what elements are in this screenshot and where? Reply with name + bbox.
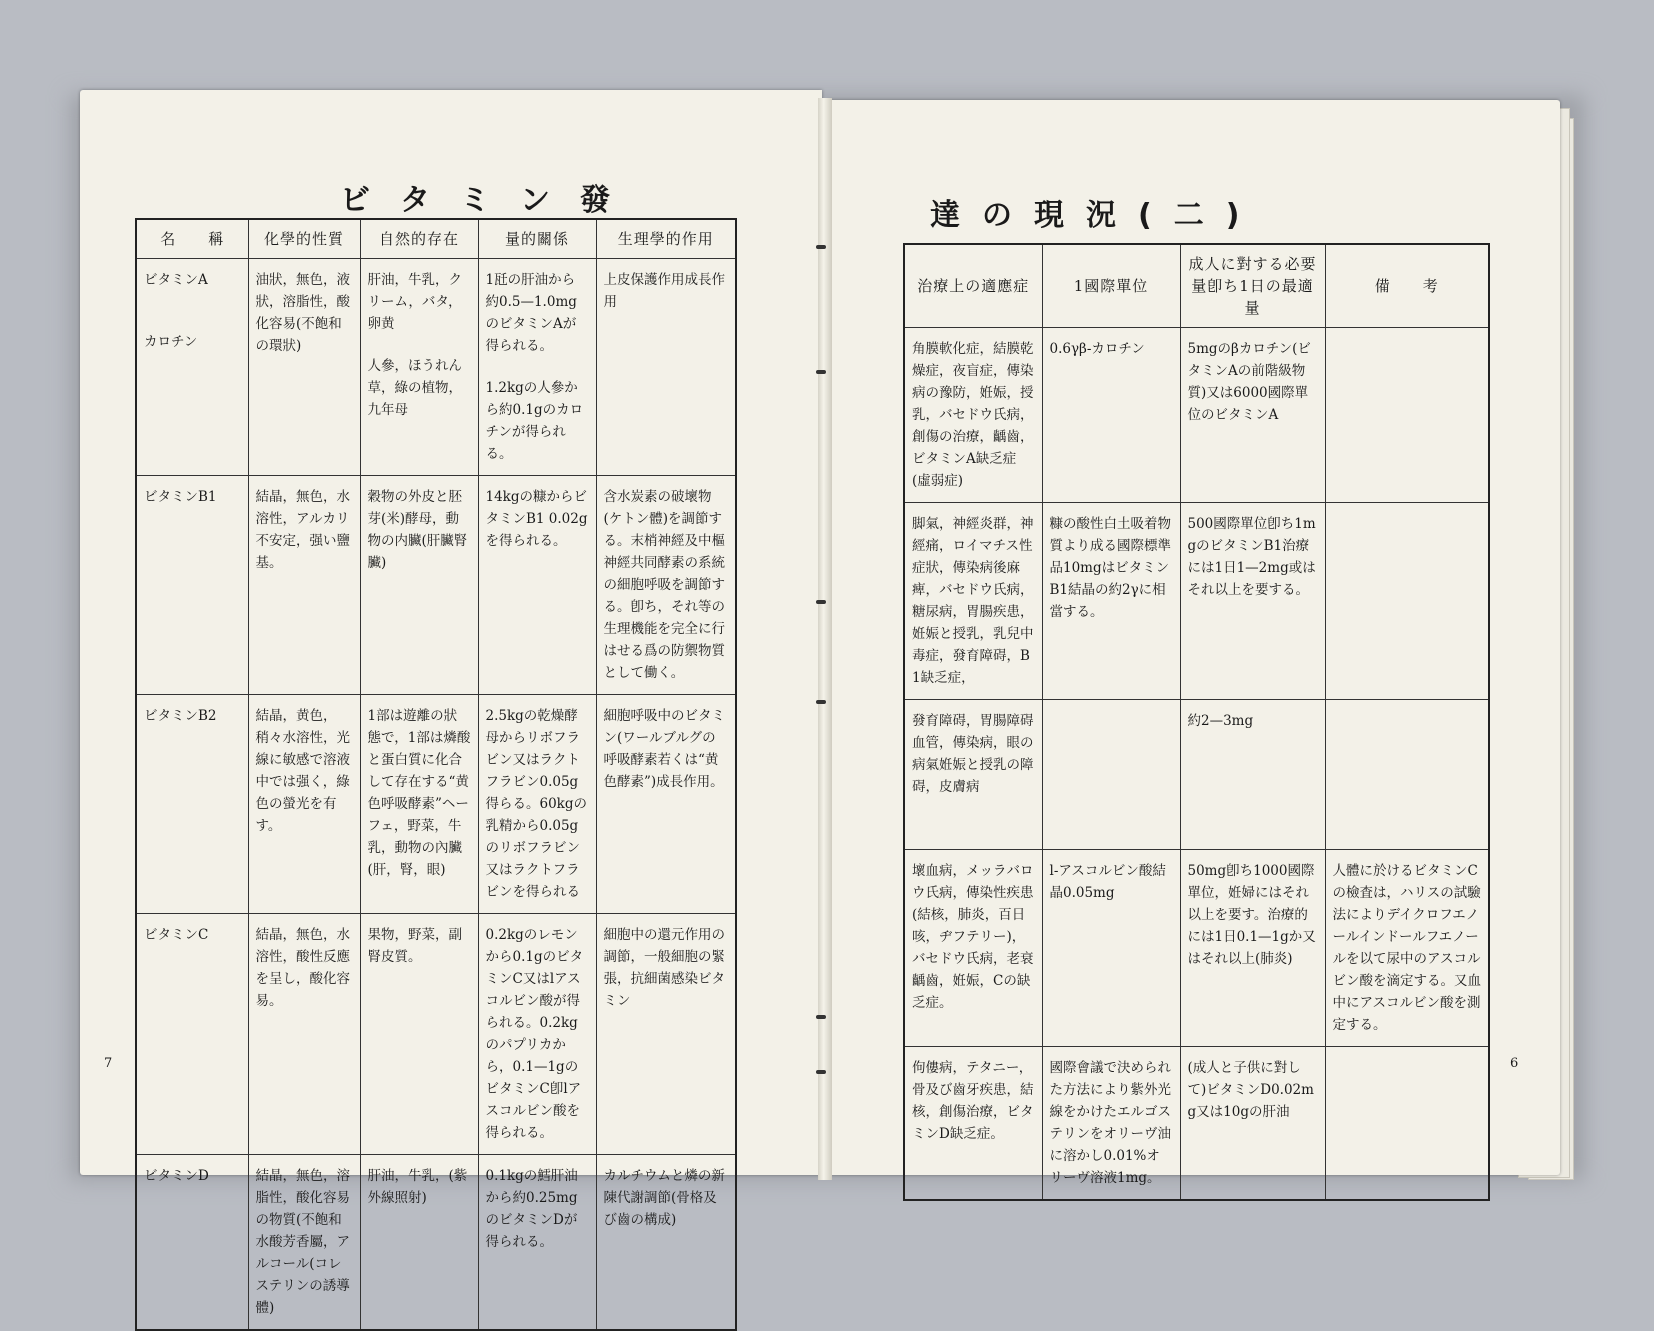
chemical-cell: 油狀，無色，液狀，溶脂性，酸化容易(不飽和の環狀) xyxy=(248,259,360,476)
column-header: 1國際單位 xyxy=(1042,244,1180,328)
page-title-left: ビタミン發 xyxy=(340,183,640,218)
table-row xyxy=(136,1155,736,1331)
physiology-cell: カルチウムと燐の新陳代謝調節(骨格及び齒の構成) xyxy=(596,1155,736,1331)
table-row xyxy=(136,695,736,914)
dose-cell: 500國際單位卽ち1mgのビタミンB1治療には1日1—2mg或はそれ以上を要する。 xyxy=(1180,503,1325,700)
physiology-cell: 細胞中の還元作用の調節，一般細胞の緊張，抗細菌感染ビタミン xyxy=(596,914,736,1155)
page-number-right: 6 xyxy=(1510,1056,1519,1071)
table-row xyxy=(136,476,736,695)
note-cell xyxy=(1325,503,1489,700)
indication-cell: 角膜軟化症，結膜乾燥症，夜盲症，傳染病の豫防，姙娠，授乳，バセドウ氏病，創傷の治療，齲齒，ビタミンA缺乏症(虛弱症) xyxy=(904,328,1042,503)
unit-cell: l-アスコルビン酸結晶0.05mg xyxy=(1042,850,1180,1047)
binding-stitch xyxy=(816,1015,826,1019)
table-row xyxy=(904,328,1489,503)
natural-cell: 果物，野菜，副腎皮質。 xyxy=(360,914,478,1155)
page-number-left: 7 xyxy=(104,1056,113,1071)
column-header: 治療上の適應症 xyxy=(904,244,1042,328)
vitamin-table-right xyxy=(903,243,1490,1201)
column-header: 化學的性質 xyxy=(248,219,360,259)
note-cell: 人體に於けるビタミンCの檢査は，ハリスの試驗法によりデイクロフエノールインドールフエノールを以て尿中のアスコルビン酸を滴定する。又血中にアスコルビン酸を測定する。 xyxy=(1325,850,1489,1047)
quantity-cell: 2.5kgの乾燥酵母からリボフラビン又はラクトフラビン0.05g得らる。60kgの乳精から0.05gのリボフラビン又はラクトフラビンを得られる xyxy=(478,695,596,914)
binding-stitch xyxy=(816,600,826,604)
table-row xyxy=(136,914,736,1155)
indication-cell: 佝僂病，テタニー，骨及び齒牙疾患，結核，創傷治療，ビタミンD缺乏症。 xyxy=(904,1047,1042,1201)
unit-cell xyxy=(1042,700,1180,850)
physiology-cell: 含水炭素の破壞物(ケトン體)を調節する。末梢神經及中樞神經共同酵素の系統の細胞呼吸を調節する。卽ち，それ等の生理機能を完全に行はせる爲の防禦物質として働く。 xyxy=(596,476,736,695)
vitamin-name-cell xyxy=(136,259,248,476)
natural-text: 人參，ほうれん草，綠の植物，九年母 xyxy=(367,358,462,418)
table-row xyxy=(904,1047,1489,1201)
table-row xyxy=(904,700,1489,850)
quantity-cell: 0.2kgのレモンから0.1gのビタミンC又はlアスコルビン酸が得られる。0.2kgのパプリカから，0.1—1gのビタミンC卽lアスコルビン酸を得られる。 xyxy=(478,914,596,1155)
natural-cell: 穀物の外皮と胚芽(米)酵母，動物の内臟(肝臟腎臟) xyxy=(360,476,478,695)
column-header: 生理學的作用 xyxy=(596,219,736,259)
binding-stitch xyxy=(816,370,826,374)
chemical-cell: 結晶，黄色，稍々水溶性，光線に敏感で溶液中では强く，綠色の螢光を有す。 xyxy=(248,695,360,914)
chemical-cell: 結晶，無色，水溶性，酸性反應を呈し，酸化容易。 xyxy=(248,914,360,1155)
table-row xyxy=(904,850,1489,1047)
indication-cell: 發育障碍，胃腸障碍血管，傳染病，眼の病氣姙娠と授乳の障碍，皮膚病 xyxy=(904,700,1042,850)
column-header: 量的關係 xyxy=(478,219,596,259)
column-header: 名 稱 xyxy=(136,219,248,259)
column-header: 成人に對する必要量卽ち1日の最適量 xyxy=(1180,244,1325,328)
note-cell xyxy=(1325,700,1489,850)
indication-cell: 壞血病，メッラバロウ氏病，傳染性疾患(結核，肺炎，百日咳，ヂフテリー)，バセドウ氏病，老衰齲齒，姙娠，Cの缺乏症。 xyxy=(904,850,1042,1047)
quantity-cell: 14kgの糠からビタミンB1 0.02gを得られる。 xyxy=(478,476,596,695)
vitamin-name-cell: ビタミンB1 xyxy=(136,476,248,695)
quantity-text: 1.2kgの人參から約0.1gのカロチンが得られる。 xyxy=(485,380,584,462)
note-cell xyxy=(1325,1047,1489,1201)
natural-cell: 肝油，牛乳，(紫外線照射) xyxy=(360,1155,478,1331)
binding-stitch xyxy=(816,245,826,249)
table-row xyxy=(136,259,736,476)
natural-text: 肝油，牛乳，クリーム，バタ，卵黄 xyxy=(367,272,462,332)
vitamin-name-cell: ビタミンC xyxy=(136,914,248,1155)
page-title-right: 達の現況(二) xyxy=(930,198,1262,233)
dose-cell: 約2—3mg xyxy=(1180,700,1325,850)
unit-cell: 糠の酸性白土吸着物質より成る國際標準品10mgはビタミンB1結晶の約2γに相當する。 xyxy=(1042,503,1180,700)
vitamin-name: ビタミンA xyxy=(144,272,208,288)
table-header-row xyxy=(136,219,736,259)
quantity-cell: 0.1kgの鱈肝油から約0.25mgのビタミンDが得られる。 xyxy=(478,1155,596,1331)
dose-cell: 50mg卽ち1000國際單位，姙婦にはそれ以上を要す。治療的には1日0.1—1gか又はそれ以上(肺炎) xyxy=(1180,850,1325,1047)
table-row xyxy=(904,503,1489,700)
unit-cell: 0.6γβ-カロチン xyxy=(1042,328,1180,503)
physiology-cell: 細胞呼吸中のビタミン(ワールブルグの呼吸酵素若くは“黄色酵素”)成長作用。 xyxy=(596,695,736,914)
binding-stitch xyxy=(816,700,826,704)
column-header: 自然的存在 xyxy=(360,219,478,259)
vitamin-name-cell: ビタミンB2 xyxy=(136,695,248,914)
indication-cell: 脚氣，神經炎群，神經痛，ロイマチス性症狀，傳染病後麻痺，バセドウ氏病，糖尿病，胃腸疾患，姙娠と授乳，乳兒中毒症，發育障碍，B1缺乏症， xyxy=(904,503,1042,700)
vitamin-name-cell: ビタミンD xyxy=(136,1155,248,1331)
dose-cell: (成人と子供に對して)ビタミンD0.02mg又は10gの肝油 xyxy=(1180,1047,1325,1201)
chemical-cell: 結晶，無色，水溶性，アルカリ不安定，强い鹽基。 xyxy=(248,476,360,695)
natural-cell: 1部は遊離の狀態で，1部は燐酸と蛋白質に化合して存在する“黄色呼吸酵素”ヘーフェ，野菜，牛乳，動物の內臟(肝，腎，眼) xyxy=(360,695,478,914)
chemical-cell: 結晶，無色，溶脂性，酸化容易の物質(不飽和水酸芳香屬，アルコール(コレステリンの誘導體) xyxy=(248,1155,360,1331)
note-cell xyxy=(1325,328,1489,503)
natural-cell xyxy=(360,259,478,476)
physiology-cell: 上皮保護作用成長作用 xyxy=(596,259,736,476)
binding-stitch xyxy=(816,1070,826,1074)
table-header-row xyxy=(904,244,1489,328)
unit-cell: 國際會議で決められた方法により紫外光線をかけたエルゴステリンをオリーヴ油に溶かし0.01%オリーヴ溶液1mg。 xyxy=(1042,1047,1180,1201)
column-header: 備 考 xyxy=(1325,244,1489,328)
quantity-cell xyxy=(478,259,596,476)
vitamin-table-left xyxy=(135,218,737,1331)
quantity-text: 1瓩の肝油から約0.5—1.0mgのビタミンAが得られる。 xyxy=(485,272,577,354)
vitamin-name: カロチン xyxy=(144,334,198,350)
dose-cell: 5mgのβカロチン(ビタミンAの前階級物質)又は6000國際單位のビタミンA xyxy=(1180,328,1325,503)
